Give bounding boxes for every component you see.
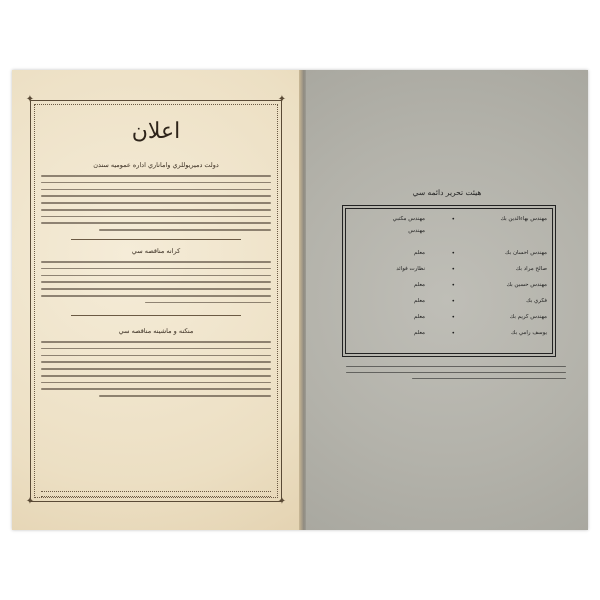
member-row: يوسف رامي بك • معلم [351, 330, 547, 339]
section-text-block [41, 341, 271, 402]
member-name: مهندس حسين بك [506, 282, 547, 288]
footnote-text [346, 366, 566, 384]
editorial-board-box [342, 205, 556, 357]
member-name: صالح مراد بك [515, 266, 547, 272]
member-role: مهندس مكتبي [392, 216, 425, 222]
bottom-ornament-band [41, 491, 271, 497]
member-name: مهندس كريم بك [509, 314, 547, 320]
frame-corner-ornament: ✦ [277, 94, 287, 105]
member-name: مهندس احسان بك [505, 250, 547, 256]
section-text-block [41, 261, 271, 308]
member-name: مهندس بهاءالدين بك [500, 216, 547, 222]
frame-corner-ornament: ✦ [25, 94, 35, 105]
member-role: معلم [413, 298, 425, 304]
frame-corner-ornament: ✦ [277, 496, 287, 507]
member-role: معلم [413, 282, 425, 288]
section-title: كرانه مناقصه سي [131, 247, 181, 255]
member-role: معلم [413, 250, 425, 256]
editorial-board-title: هيئت تحرير دائمه سي [412, 188, 482, 197]
section-divider [71, 315, 241, 316]
member-row: مهندس حسين بك • معلم [351, 282, 547, 291]
right-page [306, 70, 588, 530]
page-heading: اعلان [131, 119, 181, 144]
member-row: مهندس بهاءالدين بك • مهندس مكتبي [351, 216, 547, 225]
member-role: معلم [413, 314, 425, 320]
member-name: يوسف رامي بك [510, 330, 547, 336]
frame-corner-ornament: ✦ [25, 496, 35, 507]
section-divider [71, 239, 241, 240]
member-name: فكري بك [526, 298, 547, 304]
member-role: مهندس [408, 228, 425, 234]
section-text-block [41, 175, 271, 236]
member-row [351, 228, 547, 237]
book-spread [12, 70, 588, 530]
member-role: نظارت فوائد [396, 266, 425, 272]
member-row: مهندس احسان بك • معلم [351, 250, 547, 259]
member-role: معلم [413, 330, 425, 336]
left-page [12, 70, 302, 530]
section-title: دولت دميريوللري واماناري اداره عموميه سندن [93, 161, 219, 169]
section-title: منكنه و ماشينه مناقصه سي [118, 327, 194, 335]
member-row: مهندس كريم بك • معلم [351, 314, 547, 323]
ornamental-frame [25, 94, 287, 507]
member-row: فكري بك • معلم [351, 298, 547, 307]
member-row: صالح مراد بك • نظارت فوائد [351, 266, 547, 275]
